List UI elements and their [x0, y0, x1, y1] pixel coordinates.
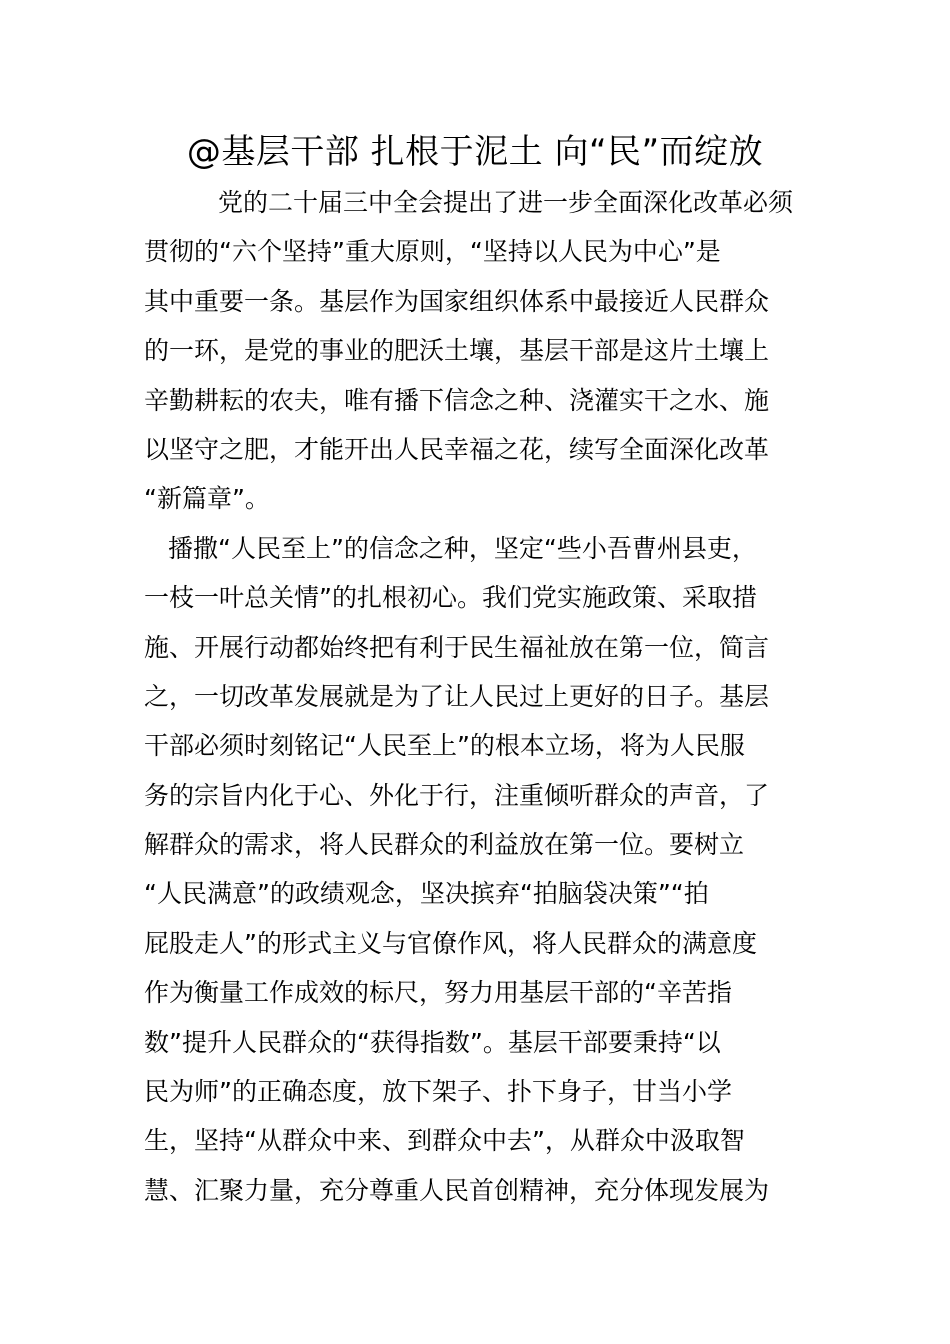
document-title: @基层干部 扎根于泥土 向“民”而绽放 [186, 132, 764, 172]
paragraph-line: 慧、汇聚力量，充分尊重人民首创精神，充分体现发展为 [144, 1175, 770, 1205]
paragraph-line: 干部必须时刻铭记“人民至上”的根本立场，将为人民服 [144, 731, 745, 761]
paragraph-line: 数”提升人民群众的“获得指数”。基层干部要秉持“以 [144, 1027, 721, 1057]
paragraph-line: 以坚守之肥，才能开出人民幸福之花，续写全面深化改革 [144, 434, 770, 464]
paragraph-line: 解群众的需求，将人民群众的利益放在第一位。要树立 [144, 830, 745, 860]
paragraph-line: 务的宗旨内化于心、外化于行，注重倾听群众的声音，了 [144, 780, 770, 810]
paragraph-line: 之，一切改革发展就是为了让人民过上更好的日子。基层 [144, 681, 770, 711]
paragraph-line: 的一环，是党的事业的肥沃土壤，基层干部是这片土壤上 [144, 336, 770, 366]
paragraph-line: 其中重要一条。基层作为国家组织体系中最接近人民群众 [144, 286, 770, 316]
paragraph-line: “新篇章”。 [144, 484, 270, 514]
paragraph-line: 作为衡量工作成效的标尺，努力用基层干部的“辛苦指 [144, 978, 732, 1008]
paragraph-line: 贯彻的“六个坚持”重大原则，“坚持以人民为中心”是 [144, 237, 721, 267]
paragraph [144, 178, 809, 524]
paragraph-line: 一枝一叶总关情”的扎根初心。我们党实施政策、采取措 [144, 583, 757, 613]
paragraph-line: 播撒“人民至上”的信念之种，坚定“些小吾曹州县吏， [168, 533, 757, 563]
paragraph-line: 党的二十届三中全会提出了进一步全面深化改革必须 [218, 188, 794, 217]
paragraph-line: 施、开展行动都始终把有利于民生福祉放在第一位，简言 [144, 632, 770, 662]
paragraph-line: 屁股走人”的形式主义与官僚作风，将人民群众的满意度 [144, 928, 757, 958]
paragraph-line: 生，坚持“从群众中来、到群众中去”，从群众中汲取智 [144, 1126, 745, 1156]
paragraph-line: “人民满意”的政绩观念，坚决摈弃“拍脑袋决策”“拍 [144, 879, 709, 909]
paragraph-line: 民为师”的正确态度，放下架子、扑下身子，甘当小学 [144, 1077, 732, 1107]
document-body [144, 178, 809, 1215]
paragraph-line: 辛勤耕耘的农夫，唯有播下信念之种、浇灌实干之水、施 [144, 385, 770, 415]
paragraph [144, 524, 809, 1215]
